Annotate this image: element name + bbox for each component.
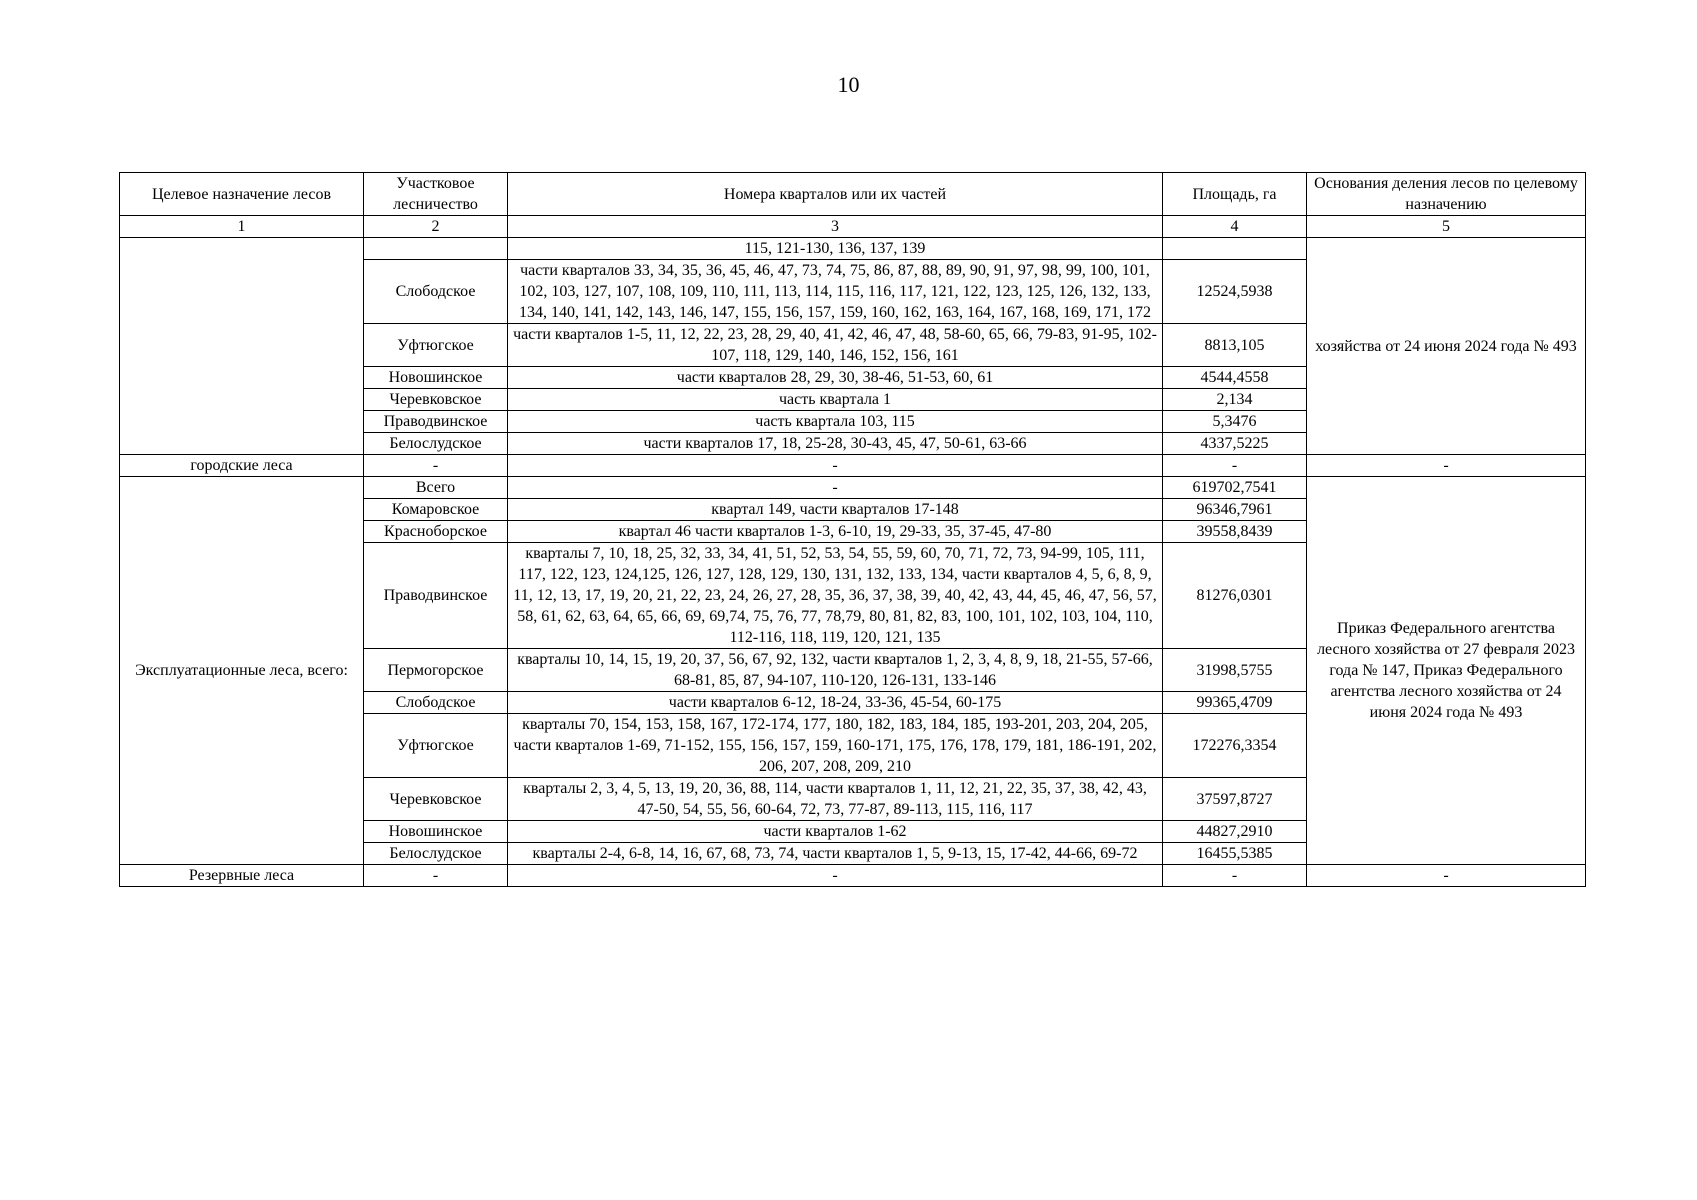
quarters-cell: части кварталов 28, 29, 30, 38-46, 51-53, 60, 61 [508,367,1163,389]
basis-cell: - [1307,865,1586,887]
quarters-cell: - [508,865,1163,887]
header-quarters: Номера кварталов или их частей [508,173,1163,216]
district-cell: Новошинское [364,367,508,389]
header-district: Участковое лесничество [364,173,508,216]
district-cell: Праводвинское [364,543,508,649]
basis-cell: Приказ Федерального агентства лесного хозяйства от 27 февраля 2023 года № 147, Приказ Федерального агентства лесного хозяйства от 24 июня 2024 года № 493 [1307,477,1586,865]
quarters-cell: кварталы 7, 10, 18, 25, 32, 33, 34, 41, 51, 52, 53, 54, 55, 59, 60, 70, 71, 72, 73, 94-99, 105, 111, 117, 122, 123, 124,125, 126, 127, 128, 129, 130, 131, 132, 133, 134, части кварталов 4, 5, 6, 8, 9, 11, 12, 13, 17, 19, 20, 21, 22, 23, 24, 26, 27, 28, 35, 36, 37, 38, 39, 40, 42, 43, 44, 45, 46, 47, 56, 57, 58, 61, 62, 63, 64, 65, 66, 69, 69,74, 75, 76, 77, 78,79, 80, 81, 82, 83, 100, 101, 102, 103, 104, 110, 112-116, 118, 119, 120, 121, 135 [508,543,1163,649]
district-cell: Новошинское [364,821,508,843]
area-cell: 2,134 [1163,389,1307,411]
quarters-cell: части кварталов 6-12, 18-24, 33-36, 45-54, 60-175 [508,692,1163,714]
district-cell: Белослудское [364,843,508,865]
area-cell: 81276,0301 [1163,543,1307,649]
quarters-cell: кварталы 2-4, 6-8, 14, 16, 67, 68, 73, 74, части кварталов 1, 5, 9-13, 15, 17-42, 44-66, 69-72 [508,843,1163,865]
quarters-cell: часть квартала 103, 115 [508,411,1163,433]
column-number: 3 [508,216,1163,238]
quarters-cell: кварталы 10, 14, 15, 19, 20, 37, 56, 67, 92, 132, части кварталов 1, 2, 3, 4, 8, 9, 18, 21-55, 57-66, 68-81, 85, 87, 94-107, 110-120, 126-131, 133-146 [508,649,1163,692]
purpose-cell: городские леса [120,455,364,477]
table-row [120,238,1586,260]
district-cell: - [364,455,508,477]
quarters-cell: 115, 121-130, 136, 137, 139 [508,238,1163,260]
area-cell: 96346,7961 [1163,499,1307,521]
area-cell: 37597,8727 [1163,778,1307,821]
quarters-cell: квартал 46 части кварталов 1-3, 6-10, 19, 29-33, 35, 37-45, 47-80 [508,521,1163,543]
column-number: 2 [364,216,508,238]
area-cell: 44827,2910 [1163,821,1307,843]
district-cell: Уфтюгское [364,324,508,367]
urban-forests-row [120,455,1586,477]
district-cell: Всего [364,477,508,499]
column-number: 1 [120,216,364,238]
district-cell: Пермогорское [364,649,508,692]
area-cell: 8813,105 [1163,324,1307,367]
area-cell: 16455,5385 [1163,843,1307,865]
purpose-cell-continued [120,238,364,455]
header-purpose: Целевое назначение лесов [120,173,364,216]
quarters-cell: кварталы 70, 154, 153, 158, 167, 172-174, 177, 180, 182, 183, 184, 185, 193-201, 203, 204, 205, части кварталов 1-69, 71-152, 155, 156, 157, 159, 160-171, 175, 176, 178, 179, 181, 186-191, 202, 206, 207, 208, 209, 210 [508,714,1163,778]
area-cell: 5,3476 [1163,411,1307,433]
quarters-cell: части кварталов 1-62 [508,821,1163,843]
district-cell: Слободское [364,692,508,714]
quarters-cell: части кварталов 1-5, 11, 12, 22, 23, 28, 29, 40, 41, 42, 46, 47, 48, 58-60, 65, 66, 79-83, 91-95, 102-107, 118, 129, 140, 146, 152, 156, 161 [508,324,1163,367]
column-number: 4 [1163,216,1307,238]
district-cell: Черевковское [364,389,508,411]
quarters-cell: часть квартала 1 [508,389,1163,411]
quarters-cell: квартал 149, части кварталов 17-148 [508,499,1163,521]
basis-cell: хозяйства от 24 июня 2024 года № 493 [1307,238,1586,455]
header-basis: Основания деления лесов по целевому назначению [1307,173,1586,216]
district-cell: Красноборское [364,521,508,543]
purpose-cell: Эксплуатационные леса, всего: [120,477,364,865]
area-cell: 12524,5938 [1163,260,1307,324]
district-cell [364,238,508,260]
reserve-forests-row [120,865,1586,887]
area-cell: 619702,7541 [1163,477,1307,499]
area-cell: 39558,8439 [1163,521,1307,543]
area-cell: 31998,5755 [1163,649,1307,692]
page-number: 10 [837,72,860,97]
forest-purpose-table [119,172,1586,887]
district-cell: Слободское [364,260,508,324]
area-cell: 4337,5225 [1163,433,1307,455]
column-number: 5 [1307,216,1586,238]
area-cell: 172276,3354 [1163,714,1307,778]
area-cell: - [1163,455,1307,477]
purpose-cell: Резервные леса [120,865,364,887]
district-cell: Черевковское [364,778,508,821]
area-cell: 99365,4709 [1163,692,1307,714]
quarters-cell: части кварталов 33, 34, 35, 36, 45, 46, 47, 73, 74, 75, 86, 87, 88, 89, 90, 91, 97, 98, 99, 100, 101, 102, 103, 127, 107, 108, 109, 110, 111, 113, 114, 115, 116, 117, 121, 122, 123, 125, 126, 132, 133, 134, 140, 141, 142, 143, 146, 147, 155, 156, 157, 159, 160, 162, 163, 164, 167, 168, 169, 171, 172 [508,260,1163,324]
header-area: Площадь, га [1163,173,1307,216]
area-cell: 4544,4558 [1163,367,1307,389]
district-cell: Праводвинское [364,411,508,433]
quarters-cell: кварталы 2, 3, 4, 5, 13, 19, 20, 36, 88, 114, части кварталов 1, 11, 12, 21, 22, 35, 37, 38, 42, 43, 47-50, 54, 55, 56, 60-64, 72, 73, 77-87, 89-113, 115, 116, 117 [508,778,1163,821]
column-number-row [120,216,1586,238]
area-cell [1163,238,1307,260]
district-cell: Уфтюгское [364,714,508,778]
table-row [120,477,1586,499]
district-cell: - [364,865,508,887]
quarters-cell: - [508,477,1163,499]
header-row [120,173,1586,216]
district-cell: Белослудское [364,433,508,455]
quarters-cell: - [508,455,1163,477]
quarters-cell: части кварталов 17, 18, 25-28, 30-43, 45, 47, 50-61, 63-66 [508,433,1163,455]
basis-cell: - [1307,455,1586,477]
area-cell: - [1163,865,1307,887]
district-cell: Комаровское [364,499,508,521]
